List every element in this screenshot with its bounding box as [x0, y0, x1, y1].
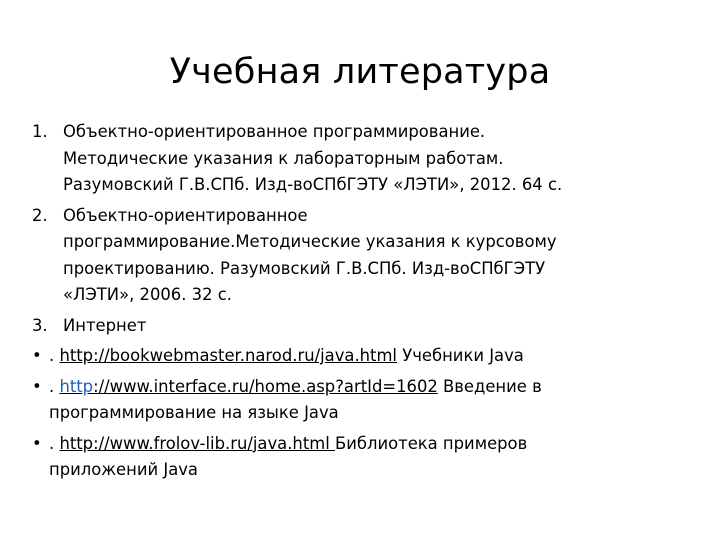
list-item: [32, 313, 692, 340]
list-item-line: Объектно-ориентированное программирование.: [63, 122, 486, 141]
link-description: Введение в: [437, 376, 542, 396]
link-frolov-lib[interactable]: [59, 434, 335, 453]
link-url: ://www.interface.ru/home.asp?artId=1602: [93, 376, 438, 396]
list-item-line: Интернет: [63, 315, 147, 335]
list-item-line: Объектно-ориентированное: [63, 205, 308, 225]
link-description-line: программирование на языке Java: [49, 403, 339, 422]
link-dot: .: [49, 376, 55, 396]
list-number: 1.: [32, 122, 48, 141]
list-item: [32, 203, 692, 309]
slide-title: Учебная литература: [169, 52, 551, 92]
link-description: Библиотека примеров: [334, 433, 528, 453]
link-protocol: http: [59, 376, 94, 396]
list-item-line: проектированию. Разумовский Г.В.СПб. Изд-воСПбГЭТУ: [63, 258, 546, 278]
link-description-line: приложений Java: [49, 460, 198, 479]
link-url: http://www.frolov-lib.ru/java.html: [59, 433, 335, 453]
link-url: http://bookwebmaster.narod.ru/java.html: [59, 346, 397, 365]
list-item-line: программирование.Методические указания к курсовому: [63, 232, 557, 251]
slide-content: [32, 119, 692, 488]
link-bookwebmaster[interactable]: [59, 346, 397, 365]
link-interface[interactable]: [59, 377, 437, 396]
list-item-line: «ЛЭТИ», 2006. 32 с.: [63, 285, 232, 304]
link-item: [32, 374, 692, 427]
list-item: [32, 119, 692, 199]
bullet-icon: •: [32, 346, 42, 365]
list-number: 2.: [32, 205, 48, 225]
bullet-icon: •: [32, 433, 42, 453]
link-description: Учебники Java: [397, 346, 524, 365]
link-item: [32, 343, 692, 370]
bullet-icon: •: [32, 376, 42, 396]
list-item-line: Методические указания к лабораторным работам.: [63, 148, 504, 168]
list-number: 3.: [32, 315, 48, 335]
link-dot: .: [49, 346, 55, 365]
list-item-line: Разумовский Г.В.СПб. Изд-воСПбГЭТУ «ЛЭТИ», 2012. 64 с.: [63, 175, 563, 194]
link-item: [32, 431, 692, 484]
link-dot: .: [49, 433, 55, 453]
